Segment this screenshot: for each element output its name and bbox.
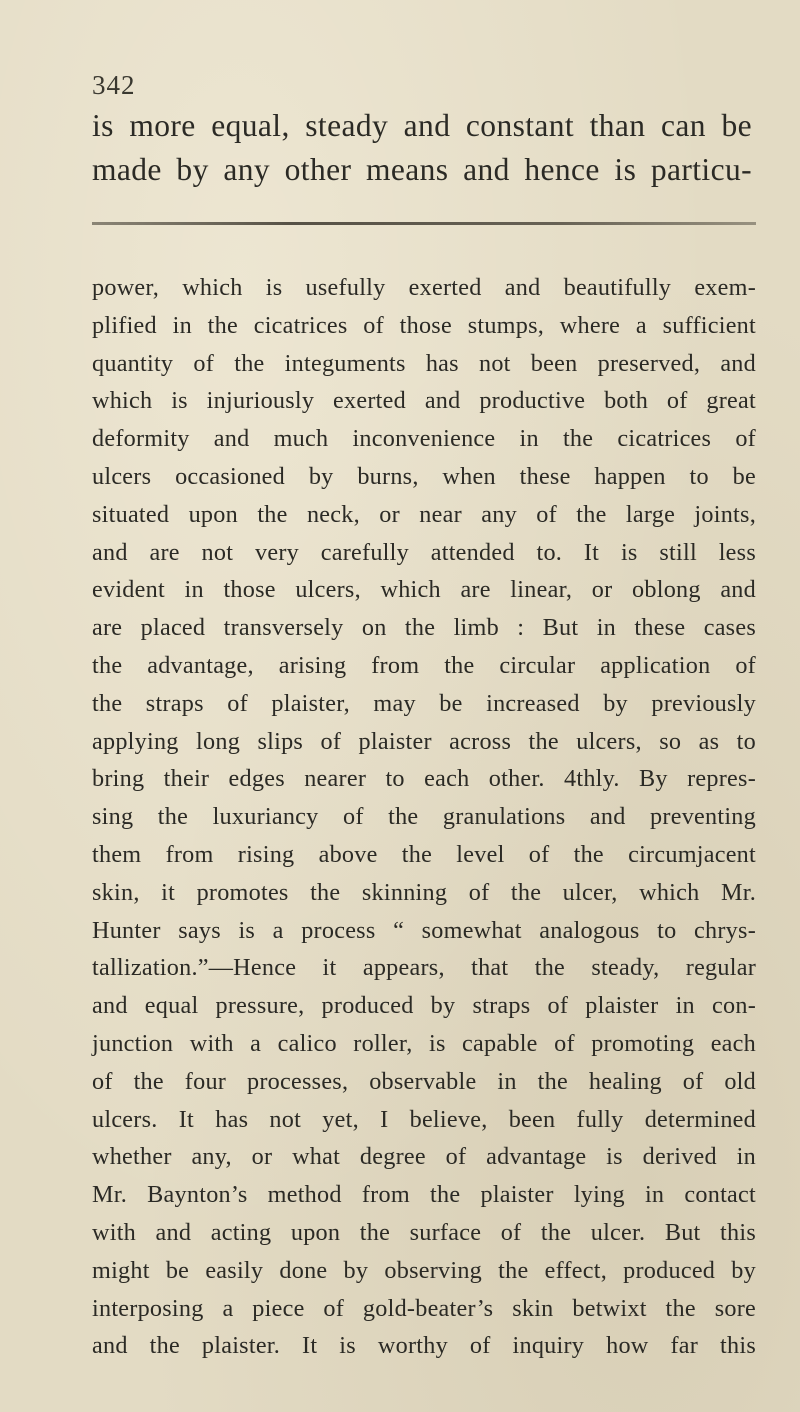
text-line: them from rising above the level of the circumjacent: [92, 840, 756, 868]
text-line: and equal pressure, produced by straps of plaister in con-: [92, 992, 756, 1020]
text-line: bring their edges nearer to each other. 4thly. By repres-: [92, 765, 756, 793]
text-line: might be easily done by observing the effect, produced by: [92, 1256, 756, 1284]
text-line: the straps of plaister, may be increased by previously: [92, 689, 756, 717]
text-line: is more equal, steady and constant than can be: [92, 108, 752, 143]
text-line: the advantage, arising from the circular application of: [92, 651, 756, 679]
text-line: situated upon the neck, or near any of the large joints,: [92, 500, 756, 528]
text-line: whether any, or what degree of advantage is derived in: [92, 1143, 756, 1171]
text-line: deformity and much inconvenience in the cicatrices of: [92, 425, 756, 453]
text-line: tallization.”—Hence it appears, that the steady, regular: [92, 954, 756, 982]
text-line: junction with a calico roller, is capable of promoting each: [92, 1029, 756, 1057]
text-line: ulcers. It has not yet, I believe, been fully determined: [92, 1105, 756, 1133]
horizontal-rule: [92, 222, 756, 225]
text-line: Mr. Baynton’s method from the plaister lying in contact: [92, 1181, 756, 1209]
text-line: and are not very carefully attended to. It is still less: [92, 538, 756, 566]
text-line: plified in the cicatrices of those stumps, where a sufficient: [92, 311, 756, 339]
page-number: 342: [92, 70, 136, 100]
main-text: [92, 269, 756, 1365]
text-line: quantity of the integuments has not been preserved, and: [92, 349, 756, 377]
text-line: made by any other means and hence is particu-: [92, 152, 752, 187]
text-line: skin, it promotes the skinning of the ulcer, which Mr.: [92, 878, 756, 906]
text-line: power, which is usefully exerted and beautifully exem-: [92, 274, 756, 301]
text-line: sing the luxuriancy of the granulations and preventing: [92, 803, 756, 831]
text-line: are placed transversely on the limb : But in these cases: [92, 614, 756, 642]
text-line: evident in those ulcers, which are linear, or oblong and: [92, 576, 756, 604]
text-line: of the four processes, observable in the healing of old: [92, 1067, 756, 1095]
text-line: with and acting upon the surface of the ulcer. But this: [92, 1218, 756, 1246]
text-line: Hunter says is a process “ somewhat analogous to chrys-: [92, 916, 756, 944]
text-line: and the plaister. It is worthy of inquiry how far this: [92, 1332, 756, 1360]
text-line: interposing a piece of gold-beater’s skin betwixt the sore: [92, 1294, 756, 1322]
text-line: ulcers occasioned by burns, when these happen to be: [92, 462, 756, 490]
text-line: applying long slips of plaister across the ulcers, so as to: [92, 727, 756, 755]
overlay-text-fragment: [92, 104, 752, 192]
text-line: which is injuriously exerted and productive both of great: [92, 387, 756, 415]
